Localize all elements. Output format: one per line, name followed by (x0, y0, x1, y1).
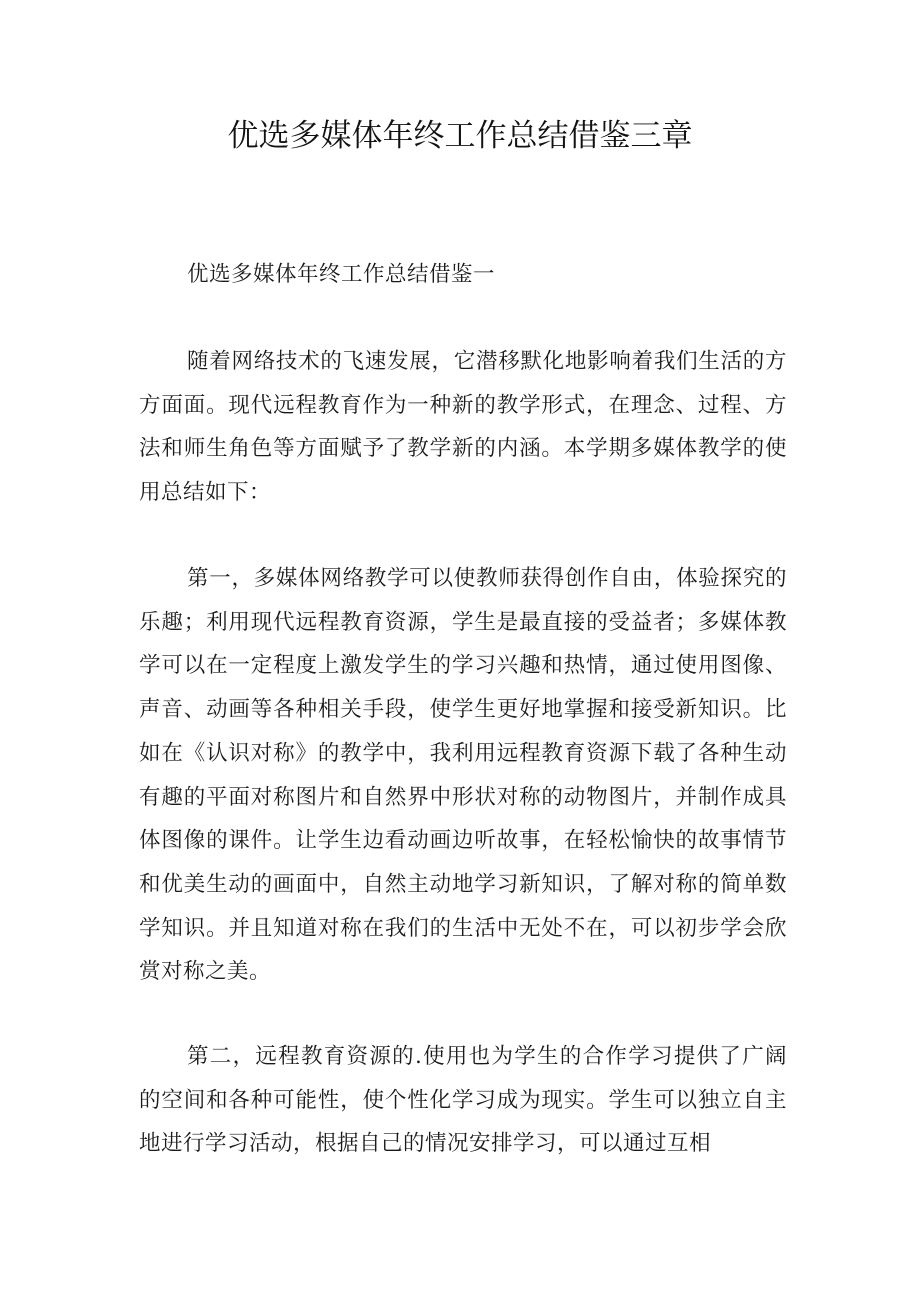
section-heading: 优选多媒体年终工作总结借鉴一 (187, 262, 496, 287)
paragraph-second-point: 第二，远程教育资源的.使用也为学生的合作学习提供了广阔的空间和各种可能性，使个性化学习成为现实。学生可以独立自主地进行学习活动，根据自己的情况安排学习，可以通过互相 (139, 1044, 787, 1157)
paragraph-first-point: 第一，多媒体网络教学可以使教师获得创作自由，体验探究的乐趣；利用现代远程教育资源，学生是最直接的受益者；多媒体教学可以在一定程度上激发学生的学习兴趣和热情，通过使用图像、声音、动画等各种相关手段，使学生更好地掌握和接受新知识。比如在《认识对称》的教学中，我利用远程教育资源下载了各种生动有趣的平面对称图片和自然界中形状对称的动物图片，并制作成具体图像的课件。让学生边看动画边听故事，在轻松愉快的故事情节和优美生动的画面中，自然主动地学习新知识，了解对称的简单数学知识。并且知道对称在我们的生活中无处不在，可以初步学会欣赏对称之美。 (139, 566, 787, 985)
document-title: 优选多媒体年终工作总结借鉴三章 (227, 118, 693, 154)
paragraph-intro: 随着网络技术的飞速发展，它潜移默化地影响着我们生活的方方面面。现代远程教育作为一种新的教学形式，在理念、过程、方法和师生角色等方面赋予了教学新的内涵。本学期多媒体教学的使用总结如下： (139, 349, 787, 506)
